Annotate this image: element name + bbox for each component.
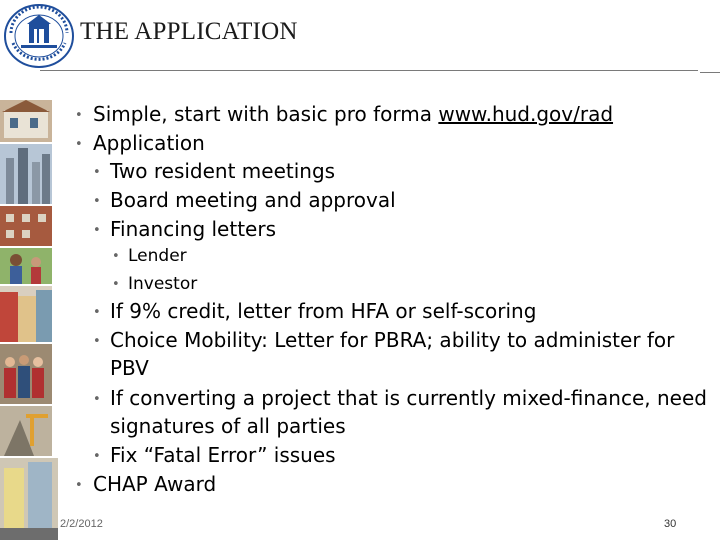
bullet-marker: • <box>93 449 101 464</box>
bullet-item <box>110 188 396 212</box>
bullet-item <box>93 102 613 126</box>
bullet-text: CHAP Award <box>93 472 217 496</box>
bullet-text: If converting a project that is currently mixed-finance, need <box>110 386 707 410</box>
bullet-item <box>110 299 536 323</box>
bullet-item <box>110 386 707 410</box>
bullet-item <box>128 246 187 266</box>
bullet-marker: • <box>93 223 101 238</box>
bullet-item <box>93 131 205 155</box>
bullet-item <box>110 443 336 467</box>
bullet-marker: • <box>75 137 83 152</box>
bullet-marker: • <box>75 478 83 493</box>
hud-rad-link[interactable]: www.hud.gov/rad <box>438 102 614 126</box>
bullet-item <box>110 414 346 438</box>
bullet-text: Board meeting and approval <box>110 188 396 212</box>
bullet-marker: • <box>93 194 101 209</box>
bullet-item <box>110 356 149 380</box>
bullet-text: Choice Mobility: Letter for PBRA; ability to administer for <box>110 328 675 352</box>
bullet-item <box>93 472 216 496</box>
bullet-text: Simple, start with basic pro forma <box>93 102 439 126</box>
bullet-marker: • <box>93 305 101 320</box>
bullet-marker: • <box>112 249 120 264</box>
bullet-item <box>128 274 197 294</box>
bullet-item <box>110 217 276 241</box>
bullet-text: Two resident meetings <box>110 159 336 183</box>
bullet-marker: • <box>93 392 101 407</box>
bullet-text: If 9% credit, letter from HFA or self-scoring <box>110 299 537 323</box>
bullet-item <box>110 328 674 352</box>
bullet-marker: • <box>75 108 83 123</box>
slide-title: THE APPLICATION <box>80 18 298 45</box>
bullet-text: Fix “Fatal Error” issues <box>110 443 336 467</box>
bullet-marker: • <box>93 334 101 349</box>
bullet-marker: • <box>93 165 101 180</box>
bullet-text: PBV <box>110 356 149 380</box>
bullet-text: Financing letters <box>110 217 276 241</box>
page-number: 30 <box>664 518 677 530</box>
bullet-text: Investor <box>128 274 198 294</box>
bullet-text: signatures of all parties <box>110 414 346 438</box>
bullet-marker: • <box>112 277 120 292</box>
bullet-item <box>110 159 335 183</box>
bullet-text: Lender <box>128 246 187 266</box>
bullet-text: Application <box>93 131 205 155</box>
footer-date: 2/2/2012 <box>60 518 103 530</box>
